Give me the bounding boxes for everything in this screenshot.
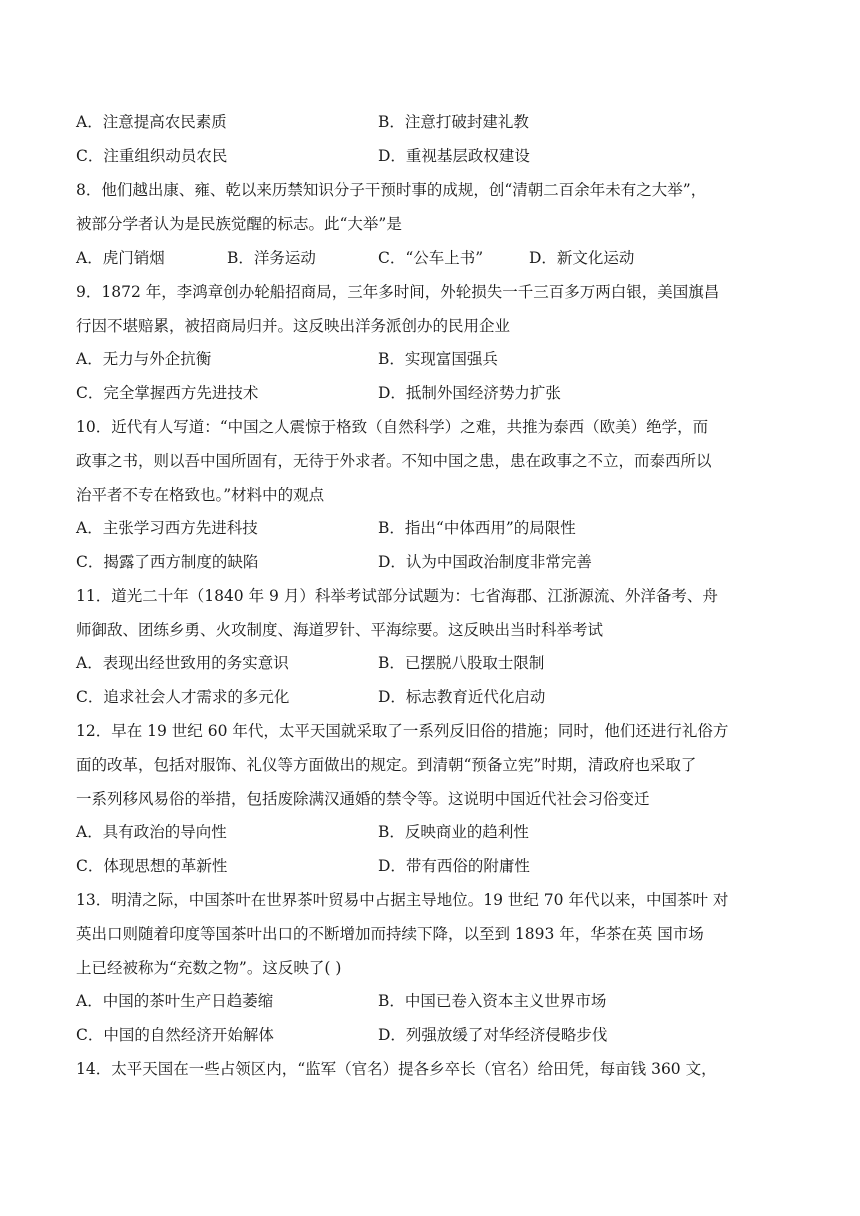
q12-stem-line-2: 面的改革，包括对服饰、礼仪等方面做出的规定。到清朝“预备立宪”时期，清政府也采取了 xyxy=(76,756,697,774)
q9-stem-line-1: 9．1872 年，李鸿章创办轮船招商局，三年多时间，外轮损失一千三百多万两白银，美国旗昌 xyxy=(76,283,720,301)
q11-option-d: D．标志教育近代化启动 xyxy=(378,688,546,706)
q9-stem-line-2: 行因不堪赔累，被招商局归并。这反映出洋务派创办的民用企业 xyxy=(76,317,511,335)
q10-option-b: B．指出“中体西用”的局限性 xyxy=(378,519,576,537)
q10-stem-line-3: 治平者不专在格致也。”材料中的观点 xyxy=(76,486,325,504)
q13-option-d: D．列强放缓了对华经济侵略步伐 xyxy=(378,1026,608,1044)
q8-option-a: A．虎门销烟 xyxy=(76,249,165,267)
q8-option-d: D．新文化运动 xyxy=(529,249,635,267)
q9-option-b: B．实现富国强兵 xyxy=(378,350,498,368)
q9-option-d: D．抵制外国经济势力扩张 xyxy=(378,384,561,402)
q7-option-c: C．注重组织动员农民 xyxy=(76,147,228,165)
q10-option-c: C．揭露了西方制度的缺陷 xyxy=(76,553,259,571)
q12-option-c: C．体现思想的革新性 xyxy=(76,857,228,875)
q13-option-b: B．中国已卷入资本主义世界市场 xyxy=(378,992,607,1010)
q9-option-c: C．完全掌握西方先进技术 xyxy=(76,384,259,402)
q10-stem-line-1: 10．近代有人写道：“中国之人震惊于格致（自然科学）之难，共推为泰西（欧美）绝学，而 xyxy=(76,418,709,436)
q12-option-b: B．反映商业的趋利性 xyxy=(378,823,529,841)
q8-option-b: B．洋务运动 xyxy=(227,249,316,267)
q11-stem-line-2: 师御敌、团练乡勇、火攻制度、海道罗针、平海综要。这反映出当时科举考试 xyxy=(76,621,604,639)
q12-stem-line-1: 12．早在 19 世纪 60 年代，太平天国就采取了一系列反旧俗的措施；同时，他们还进行礼俗方 xyxy=(76,722,729,740)
q11-option-c: C．追求社会人才需求的多元化 xyxy=(76,688,290,706)
q8-stem-line-1: 8．他们越出康、雍、乾以来历禁知识分子干预时事的成规，创“清朝二百余年未有之大举”， xyxy=(76,181,707,199)
q12-option-d: D．带有西俗的附庸性 xyxy=(378,857,530,875)
q10-option-a: A．主张学习西方先进科技 xyxy=(76,519,258,537)
q7-option-d: D．重视基层政权建设 xyxy=(378,147,530,165)
q12-option-a: A．具有政治的导向性 xyxy=(76,823,227,841)
q13-stem-line-1: 13．明清之际，中国茶叶在世界茶叶贸易中占据主导地位。19 世纪 70 年代以来，中国茶叶 对 xyxy=(76,891,729,909)
q10-stem-line-2: 政事之书，则以吾中国所固有，无待于外求者。不知中国之患，患在政事之不立，而泰西所以 xyxy=(76,452,712,470)
q11-option-a: A．表现出经世致用的务实意识 xyxy=(76,654,289,672)
q8-option-c: C．“公车上书” xyxy=(378,249,484,267)
q7-option-b: B．注意打破封建礼教 xyxy=(378,113,529,131)
q11-stem-line-1: 11．道光二十年（1840 年 9 月）科举考试部分试题为：七省海郡、江浙源流、外洋备考、舟 xyxy=(76,587,718,605)
q11-option-b: B．已摆脱八股取士限制 xyxy=(378,654,545,672)
q13-stem-line-2: 英出口则随着印度等国茶叶出口的不断增加而持续下降，以至到 1893 年，华茶在英 国市场 xyxy=(76,925,704,943)
q7-option-a: A．注意提高农民素质 xyxy=(76,113,227,131)
q13-option-c: C．中国的自然经济开始解体 xyxy=(76,1026,274,1044)
q13-option-a: A．中国的茶叶生产日趋萎缩 xyxy=(76,992,274,1010)
q10-option-d: D．认为中国政治制度非常完善 xyxy=(378,553,592,571)
q9-option-a: A．无力与外企抗衡 xyxy=(76,350,212,368)
q12-stem-line-3: 一系列移风易俗的举措，包括废除满汉通婚的禁令等。这说明中国近代社会习俗变迁 xyxy=(76,790,650,808)
q8-stem-line-2: 被部分学者认为是民族觉醒的标志。此“大举”是 xyxy=(76,215,402,233)
q13-stem-line-3: 上已经被称为“充数之物”。这反映了( ) xyxy=(76,959,342,977)
q14-stem-line-1: 14．太平天国在一些占领区内，“监军（官名）提各乡卒长（官名）给田凭，每亩钱 360 文， xyxy=(76,1060,717,1078)
